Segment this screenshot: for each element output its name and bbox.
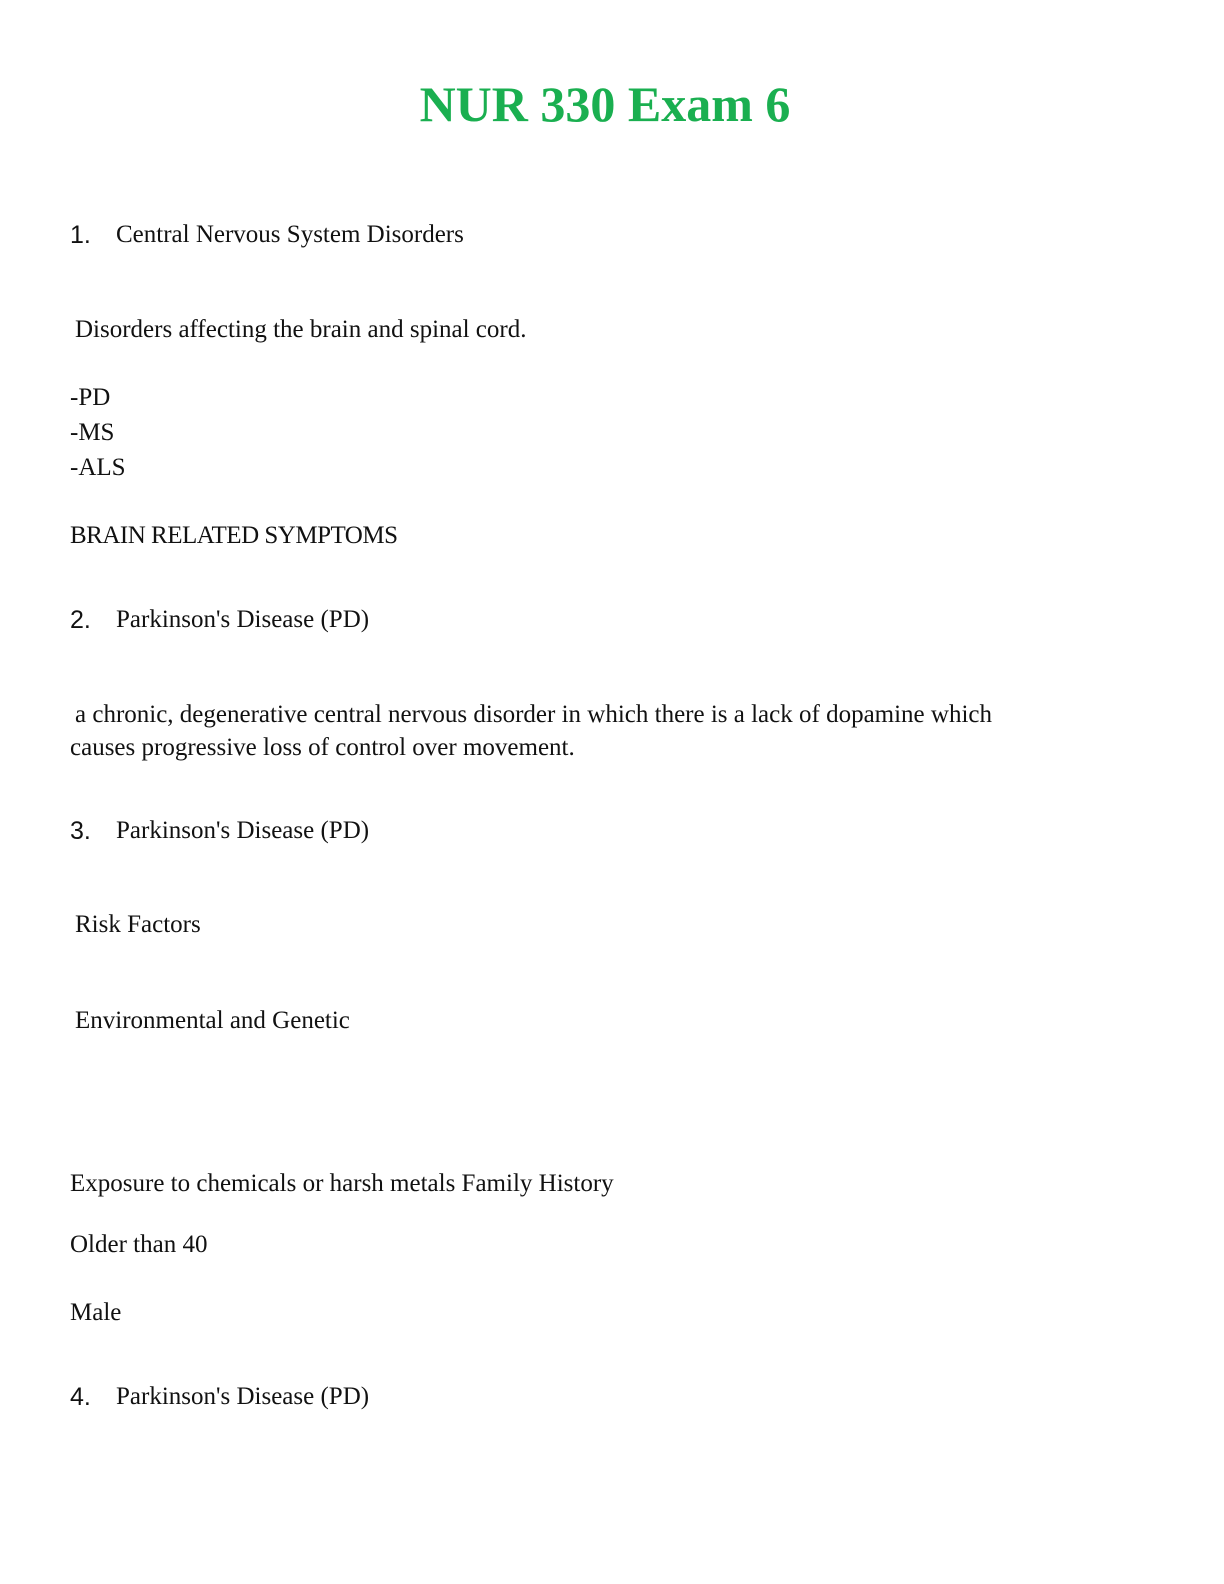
question-title: Parkinson's Disease (PD): [116, 606, 370, 633]
page-title: NUR 330 Exam 6: [419, 76, 791, 132]
question-number: 1.: [70, 221, 91, 249]
question-number: 2.: [70, 606, 91, 634]
question-title: Parkinson's Disease (PD): [116, 1383, 370, 1410]
answer-line: Disorders affecting the brain and spinal cord.: [75, 316, 527, 343]
answer-line: causes progressive loss of control over movement.: [70, 734, 575, 761]
answer-line: BRAIN RELATED SYMPTOMS: [70, 522, 398, 549]
answer-line: Older than 40: [70, 1231, 208, 1258]
answer-line: -MS: [70, 419, 115, 446]
answer-line: -ALS: [70, 454, 126, 481]
answer-line: a chronic, degenerative central nervous disorder in which there is a lack of dopamine which: [75, 701, 993, 728]
question-number: 4.: [70, 1383, 91, 1411]
question-number: 3.: [70, 817, 91, 845]
answer-line: Environmental and Genetic: [75, 1007, 350, 1034]
question-title: Parkinson's Disease (PD): [116, 817, 370, 844]
answer-line: Risk Factors: [75, 911, 201, 938]
answer-line: Exposure to chemicals or harsh metals Family History: [70, 1170, 614, 1197]
answer-line: Male: [70, 1299, 122, 1326]
answer-line: -PD: [70, 384, 111, 411]
question-title: Central Nervous System Disorders: [116, 221, 464, 248]
